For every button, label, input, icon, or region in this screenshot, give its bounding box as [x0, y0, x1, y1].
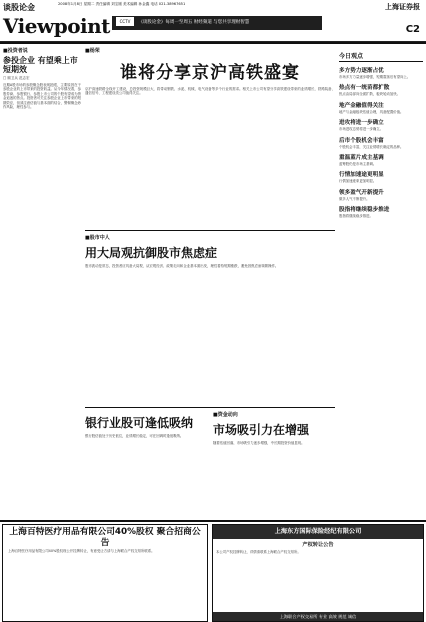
divider — [85, 230, 335, 231]
mid-kicker: ■杨荣 — [85, 48, 100, 54]
left-body: 近期A股市场的参股概念股表现抢眼，主要原因在于参股企业的上市带来的投资收益。从今年情况看，参股券商、参股银行、参股上市公司的个股有望成为资金追逐的热点。投资者可关注参股企业上市带来的短期效应，但须注意估值与基本面的结合，警惕概念炒作风险，理性参与。 — [3, 83, 81, 110]
right-item-title: 多方势力逐渐占优 — [339, 68, 384, 74]
header-info: 2008年1月8日 星期二 责任编辑 刘宝刚 美术编辑 孙金鑫 电话 021-38967651 — [58, 2, 186, 6]
right-column — [339, 47, 423, 219]
right-item-text: 股指将继续稳步推进。 — [339, 214, 373, 219]
right-item — [339, 170, 423, 183]
left-byline: □ 顾卫兵 范志宏 — [3, 76, 30, 80]
paper-name: 上海证券报 — [385, 2, 420, 11]
bank-headline: 银行业股可逢低吸纳 — [85, 416, 194, 430]
right-item-title: 进攻将进一步确立 — [339, 120, 384, 127]
main-article-body: 京沪高速铁路全线开工建设，总投资规模巨大，将带动钢铁、水泥、机械、电气设备等多个行业的需求。相关上市公司有望分享高铁建设带来的业绩增长，铁路装备、通信信号、工程建设类公司值得关注。 — [85, 87, 335, 96]
main-headline: 谁将分享京沪高铁盛宴 — [120, 63, 300, 83]
main-article — [85, 87, 335, 227]
right-item-text: 个股机会丰富，关注业绩增长确定的品种。 — [339, 144, 404, 149]
program-banner — [112, 16, 322, 30]
page-header — [0, 0, 426, 42]
market-headline: 市场吸引力在增强 — [213, 423, 310, 437]
bottom-articles — [85, 411, 335, 514]
divider — [85, 407, 335, 408]
second-article-body: 股市波动是常态，投资者应具备大局观，从宏观经济、政策走向和企业基本面出发，理性看待短期涨跌，避免因焦虑而频繁操作。 — [85, 264, 279, 268]
right-item — [339, 153, 423, 166]
ad-right-text: 本公司产权挂牌转让，详情请联系上海联合产权交易所。 — [216, 550, 301, 554]
left-column — [3, 47, 81, 483]
page-number: C2 — [405, 24, 420, 35]
right-item-title: 热点有一统苗都扩散 — [339, 85, 390, 92]
ad-left-title: 上海百特医疗用品有限公司40%股权 聚合招商公告 — [9, 527, 201, 548]
right-item-title: 地产金融值得关注 — [339, 102, 384, 109]
right-item-text: 做多人气不断提升。 — [339, 196, 370, 201]
right-item-text: 地产与金融板块估值合理，具备配置价值。 — [339, 109, 404, 114]
ad-left — [2, 524, 208, 622]
right-item-text: 市场多方力量逐步增强，短期震荡后有望向上。 — [339, 75, 411, 79]
market-article — [213, 411, 335, 514]
middle-column — [85, 47, 335, 514]
right-item-text: 行情加速迹象更加明显。 — [339, 179, 377, 184]
advertisement-strip — [0, 520, 426, 622]
section-tag: 谈股论金 — [3, 3, 35, 12]
right-item-title: 行情加速途更明显 — [339, 172, 384, 179]
market-body: 随着估值回落，市场吸引力逐步增强，中长期投资价值显现。 — [213, 441, 305, 445]
left-kicker: ■投资者说 — [3, 48, 28, 54]
right-item-title: 后市个股机会丰富 — [339, 137, 384, 144]
right-item — [339, 118, 423, 131]
right-item — [339, 101, 423, 114]
right-item-text: 热点由局部向全面扩散，板块轮动加快。 — [339, 92, 401, 97]
right-item — [339, 205, 423, 218]
right-item-text: 蓝筹股仍是市场主基调。 — [339, 162, 377, 167]
right-item-text: 市场进攻态势将进一步确立。 — [339, 127, 384, 132]
cctv-logo-icon: CCTV — [116, 17, 134, 26]
right-item — [339, 83, 423, 96]
right-item-title: 领多盈气开新提升 — [339, 189, 384, 196]
market-kicker: ■资金动向 — [213, 412, 238, 418]
banner-text: 《谈股论金》每周一至周五 财经频道 与您共享理财智慧 — [138, 20, 250, 25]
second-headline: 用大局观抗御股市焦虑症 — [85, 246, 218, 260]
ad-left-text: 上海百特医疗用品有限公司40%股权现公开挂牌转让，有意受让方请与上海联合产权交易所联系。 — [8, 549, 155, 553]
right-item — [339, 136, 423, 149]
ad-right-subtitle: 产权转让公告 — [302, 542, 334, 548]
right-item — [339, 66, 423, 79]
right-item — [339, 188, 423, 201]
ad-right-title: 上海东方国际保险经纪有限公司 — [213, 525, 423, 539]
mid-kicker-2: ■股市中人 — [85, 235, 110, 241]
right-item-title: 重温蓝片成主基调 — [339, 155, 384, 162]
ad-right-footer: 上海联合产权交易所 专业 高效 规范 诚信 — [213, 612, 423, 621]
ad-right — [212, 524, 424, 622]
right-item-title: 股指将继续稳步推进 — [339, 207, 390, 214]
bank-article — [85, 411, 207, 514]
left-headline: 参投企业 有望乘上市短期效 — [3, 56, 78, 74]
bank-body: 银行股估值处于历史低位，业绩增长稳定，可在回调时逢低吸纳。 — [85, 434, 184, 438]
section-brand: Viewpoint — [3, 14, 110, 38]
header-rule — [0, 42, 426, 44]
right-column-title: 今日观点 — [339, 50, 423, 62]
